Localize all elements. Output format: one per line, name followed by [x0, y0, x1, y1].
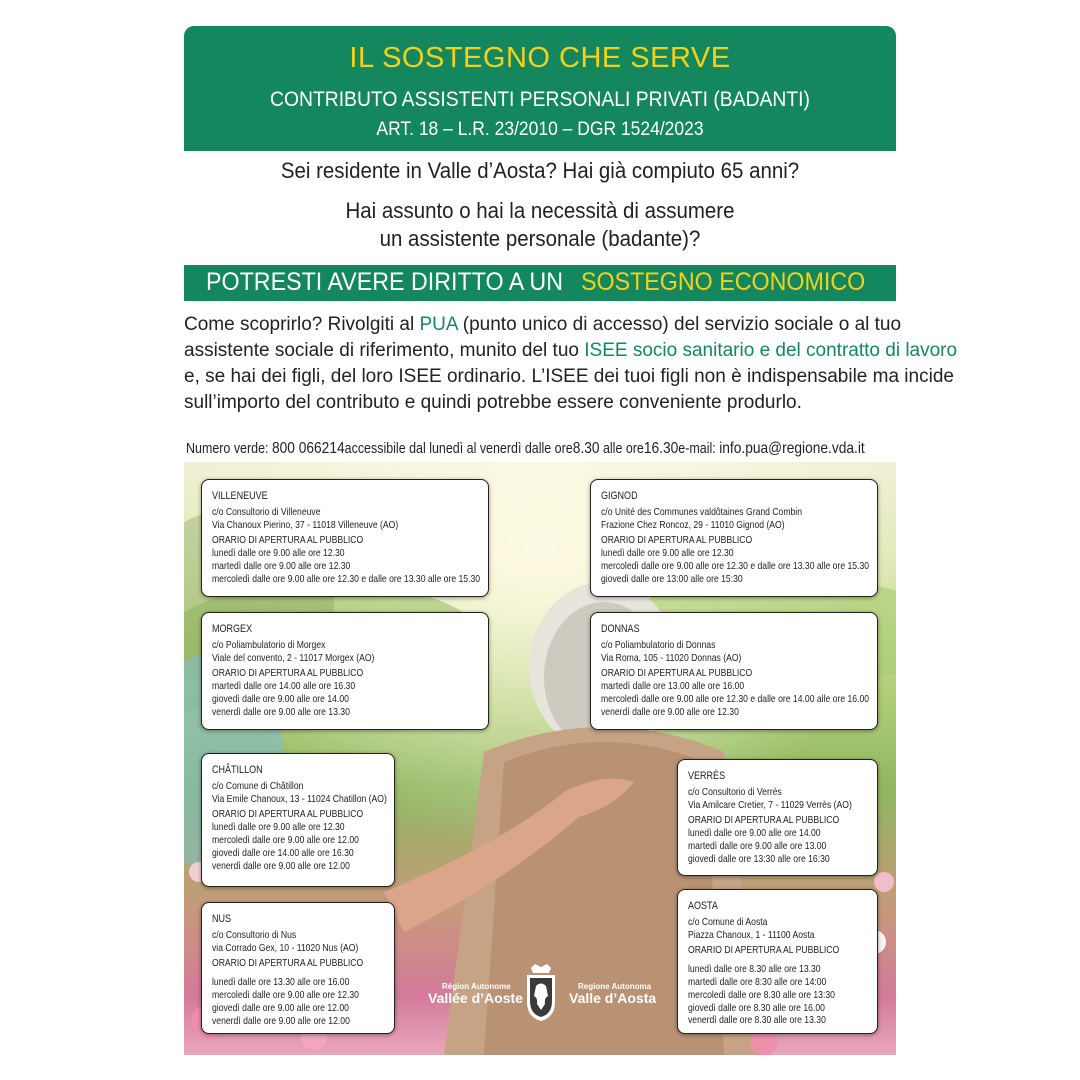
- office-address-line1: c/o Comune di Châtillon: [212, 779, 304, 792]
- office-address-line2: Viale del convento, 2 - 11017 Morgex (AO): [212, 651, 375, 664]
- office-address-line1: c/o Consultorio di Villeneuve: [212, 505, 321, 518]
- office-town: DONNAS: [601, 623, 640, 635]
- region-logos: [428, 964, 657, 1024]
- office-hours-title: ORARIO DI APERTURA AL PUBBLICO: [688, 814, 840, 827]
- office-address-line1: c/o Unité des Communes valdôtaines Grand Combin: [601, 505, 803, 518]
- hours-from: 8.30: [572, 440, 600, 457]
- page-title: IL SOSTEGNO CHE SERVE: [349, 42, 731, 74]
- office-town: CHÂTILLON: [212, 764, 263, 776]
- office-card-donnas: [590, 612, 878, 730]
- office-hours-line: venerdì dalle ore 9.00 alle ore 12.00: [212, 1014, 350, 1027]
- office-town: GIGNOD: [601, 490, 638, 502]
- office-hours-line: lunedì dalle ore 9.00 alle ore 12.30: [212, 821, 345, 834]
- logo-right-big: Valle d’Aosta: [569, 990, 657, 1006]
- office-hours-line: venerdì dalle ore 9.00 alle ore 12.00: [212, 859, 350, 872]
- office-card-nus: [201, 902, 395, 1034]
- office-card-morgex: [201, 612, 489, 730]
- office-hours-line: mercoledì dalle ore 9.00 alle ore 12.30 e dalle ore 14.00 alle ore 16.00: [601, 692, 870, 705]
- office-card-chatillon: [201, 753, 395, 887]
- office-hours-line: giovedì dalle ore 13:30 alle ore 16:30: [688, 852, 830, 865]
- office-address-line1: c/o Poliambulatorio di Donnas: [601, 638, 716, 651]
- office-hours-line: mercoledì dalle ore 9.00 alle ore 12.30 e dalle ore 13.30 alle ore 15.30: [212, 572, 481, 585]
- isee-highlight: ISEE socio sanitario e del contratto di lavoro: [584, 340, 958, 361]
- office-hours-line: lunedì dalle ore 9.00 alle ore 12.30: [601, 547, 734, 560]
- question-2a: Hai assunto o hai la necessità di assumere: [345, 198, 735, 223]
- band-text: POTRESTI AVERE DIRITTO A UN: [206, 268, 564, 296]
- office-hours-title: ORARIO DI APERTURA AL PUBBLICO: [212, 534, 364, 547]
- phone-label: Numero verde:: [186, 441, 269, 457]
- office-hours-line: martedì dalle ore 13.00 alle ore 16.00: [601, 680, 745, 693]
- office-town: VILLENEUVE: [212, 490, 268, 502]
- email-label: e-mail:: [678, 441, 716, 457]
- office-address-line2: via Corrado Gex, 10 - 11020 Nus (AO): [212, 941, 359, 954]
- office-hours-title: ORARIO DI APERTURA AL PUBBLICO: [212, 957, 364, 970]
- benefit-band: [184, 265, 896, 301]
- office-town: AOSTA: [688, 900, 718, 912]
- office-hours-title: ORARIO DI APERTURA AL PUBBLICO: [601, 534, 753, 547]
- office-hours-line: mercoledì dalle ore 8.30 alle ore 13:30: [688, 988, 835, 1001]
- office-address-line2: Frazione Chez Roncoz, 29 - 11010 Gignod (AO): [601, 518, 785, 531]
- logo-right-small: Regione Autonoma: [578, 982, 652, 991]
- office-hours-line: martedì dalle ore 14.00 alle ore 16.30: [212, 680, 356, 693]
- office-card-gignod: [590, 479, 878, 597]
- office-hours-line: mercoledì dalle ore 9.00 alle ore 12.30: [212, 988, 359, 1001]
- office-hours-line: martedì dalle ore 8:30 alle ore 14:00: [688, 975, 827, 988]
- office-address-line1: c/o Consultorio di Verrès: [688, 785, 782, 798]
- question-1: Sei residente in Valle d’Aosta? Hai già compiuto 65 anni?: [280, 158, 800, 183]
- office-hours-line: giovedì dalle ore 13:00 alle ore 15:30: [601, 572, 743, 585]
- office-address-line1: c/o Comune di Aosta: [688, 915, 768, 928]
- office-hours-title: ORARIO DI APERTURA AL PUBBLICO: [212, 667, 364, 680]
- para-text-1: Come scoprirlo? Rivolgiti al: [184, 314, 420, 335]
- office-hours-line: venerdì dalle ore 9.00 alle ore 13.30: [212, 705, 350, 718]
- info-paragraph: [184, 312, 964, 416]
- hours-text-a: accessibile dal lunedì al venerdì dalle ore: [344, 441, 573, 457]
- contact-line: [186, 440, 865, 458]
- law-reference: ART. 18 – L.R. 23/2010 – DGR 1524/2023: [376, 119, 704, 140]
- office-hours-line: lunedì dalle ore 13.30 alle ore 16.00: [212, 976, 350, 989]
- office-hours-line: martedì dalle ore 9.00 alle ore 12.30: [212, 559, 351, 572]
- para-text-2: (punto unico di accesso) del servizio sociale o al tuo assistente sociale di riferimento, munito del tuo: [184, 314, 902, 361]
- office-hours-line: giovedì dalle ore 14.00 alle ore 16.30: [212, 846, 354, 859]
- office-address-line2: Via Roma, 105 - 11020 Donnas (AO): [601, 651, 742, 664]
- logo-left-big: Vallée d’Aoste: [428, 990, 523, 1006]
- office-hours-line: venerdì dalle ore 8.30 alle ore 13.30: [688, 1014, 826, 1027]
- pua-highlight: PUA: [419, 314, 458, 335]
- office-hours-line: lunedì dalle ore 9.00 alle ore 12.30: [212, 547, 345, 560]
- header-banner: [184, 26, 896, 151]
- office-hours-line: lunedì dalle ore 9.00 alle ore 14.00: [688, 827, 821, 840]
- page-subtitle: CONTRIBUTO ASSISTENTI PERSONALI PRIVATI (BADANTI): [270, 88, 810, 111]
- office-hours-line: venerdì dalle ore 9.00 alle ore 12.30: [601, 705, 739, 718]
- email-address[interactable]: info.pua@regione.vda.it: [719, 440, 865, 457]
- office-hours-line: mercoledì dalle ore 9.00 alle ore 12.30 e dalle ore 13.30 alle ore 15.30: [601, 559, 870, 572]
- office-hours-line: giovedì dalle ore 9.00 alle ore 12.00: [212, 1001, 349, 1014]
- office-address-line2: Via Emile Chanoux, 13 - 11024 Chatillon (AO): [212, 792, 387, 805]
- office-hours-title: ORARIO DI APERTURA AL PUBBLICO: [688, 944, 840, 957]
- office-hours-line: martedì dalle ore 9.00 alle ore 13.00: [688, 839, 827, 852]
- question-2b: un assistente personale (badante)?: [379, 226, 701, 251]
- logo-left-small: Région Autonome: [442, 982, 511, 991]
- office-town: VERRÈS: [688, 770, 726, 782]
- band-highlight: SOSTEGNO ECONOMICO: [581, 268, 866, 296]
- coat-of-arms-icon: [524, 964, 558, 1022]
- office-address-line1: c/o Poliambulatorio di Morgex: [212, 638, 326, 651]
- office-hours-title: ORARIO DI APERTURA AL PUBBLICO: [212, 808, 364, 821]
- office-hours-line: mercoledì dalle ore 9.00 alle ore 12.00: [212, 833, 359, 846]
- office-address-line2: Via Amilcare Cretier, 7 - 11029 Verrès (AO): [688, 798, 852, 811]
- hours-to: 16.30: [643, 440, 679, 457]
- office-hours-title: ORARIO DI APERTURA AL PUBBLICO: [601, 667, 753, 680]
- phone-number[interactable]: 800 066214: [271, 440, 345, 457]
- office-town: MORGEX: [212, 623, 253, 635]
- office-address-line2: Via Chanoux Pierino, 37 - 11018 Villeneuve (AO): [212, 518, 399, 531]
- office-hours-line: lunedì dalle ore 8.30 alle ore 13.30: [688, 963, 821, 976]
- office-address-line1: c/o Consultorio di Nus: [212, 928, 297, 941]
- office-card-verres: [677, 759, 878, 876]
- office-hours-line: giovedì dalle ore 9.00 alle ore 14.00: [212, 692, 349, 705]
- para-text-3: e, se hai dei figli, del loro ISEE ordinario. L’ISEE dei tuoi figli non è indispensabile ma incide sull’importo del contributo e quindi potrebbe essere conveniente produrlo.: [184, 366, 954, 413]
- office-address-line2: Piazza Chanoux, 1 - 11100 Aosta: [688, 928, 815, 941]
- office-card-aosta: [677, 889, 878, 1034]
- office-card-villeneuve: [201, 479, 489, 597]
- hours-text-b: alle ore: [602, 441, 644, 457]
- office-hours-line: giovedì dalle ore 8.30 alle ore 16.00: [688, 1001, 825, 1014]
- office-town: NUS: [212, 913, 232, 925]
